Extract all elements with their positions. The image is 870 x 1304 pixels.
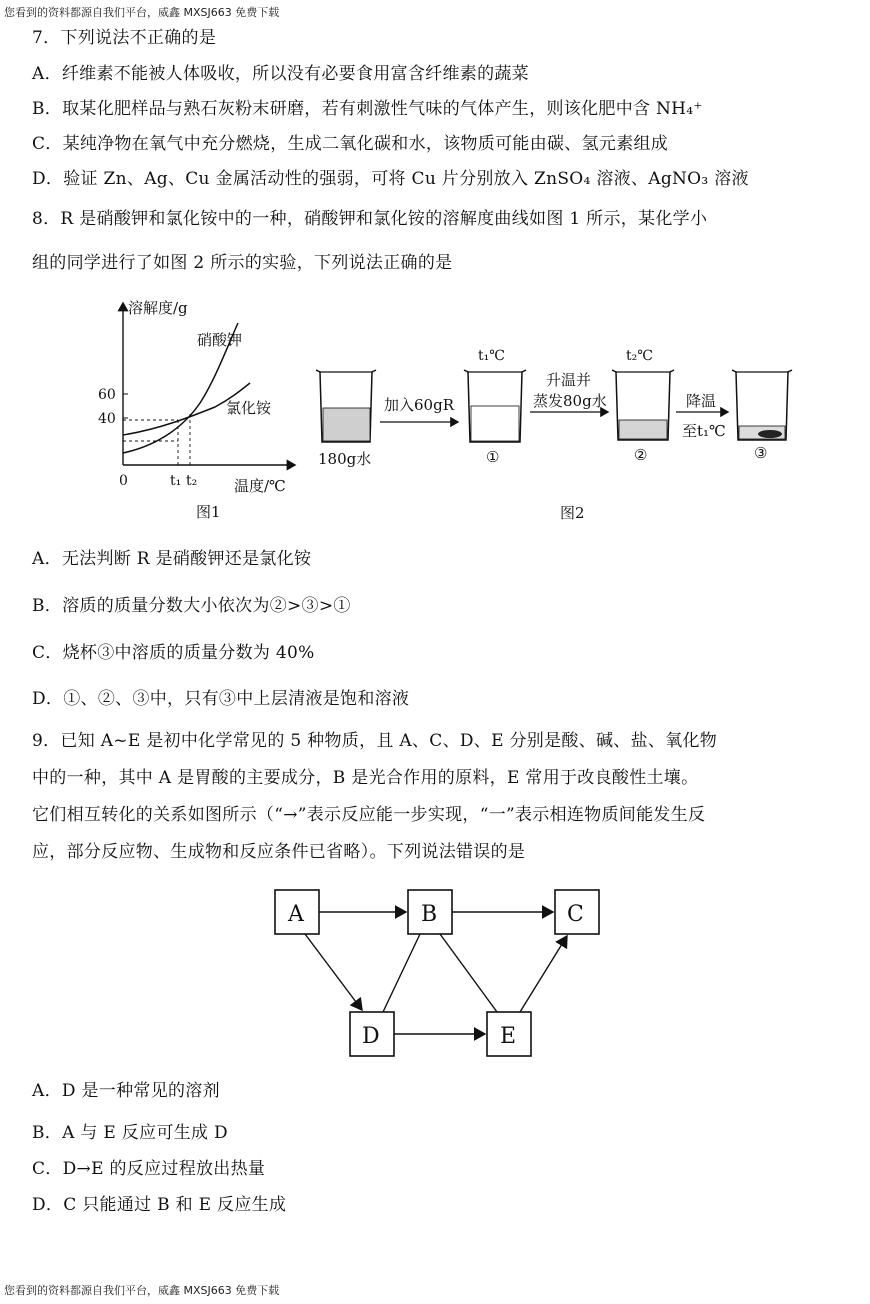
fig1-xtick-t1: t₁: [170, 473, 182, 489]
q7-option-c: C．某纯净物在氧气中充分燃烧，生成二氧化碳和水，该物质可能由碳、氢元素组成: [32, 134, 669, 154]
beaker3-label: ③: [754, 444, 768, 462]
q9-option-d: D．C 只能通过 B 和 E 反应生成: [32, 1195, 287, 1215]
q7-option-a: A．纤维素不能被人体吸收，所以没有必要食用富含纤维素的蔬菜: [32, 64, 529, 84]
q9-relationship-diagram: [265, 880, 610, 1074]
fig1-curve2-label: 氯化铵: [226, 399, 272, 417]
fig1-xtick-t2: t₂: [186, 473, 198, 489]
svg-text:E: E: [500, 1024, 517, 1049]
step2-label-line1: 升温并: [546, 371, 592, 389]
node-d: [350, 1012, 394, 1056]
node-e: [487, 1012, 531, 1056]
fig1-ylabel: 溶解度/g: [128, 299, 188, 317]
svg-text:A: A: [288, 902, 304, 927]
edge-b-d: [383, 934, 420, 1012]
beaker1-label: ①: [486, 448, 500, 466]
q7-stem: 7．下列说法不正确的是: [32, 28, 217, 48]
beaker2-temp: t₂℃: [626, 348, 653, 364]
page-header-watermark: 您看到的资料都源自我们平台，威鑫 MXSJ663 免费下载: [4, 6, 280, 19]
q9-option-a: A．D 是一种常见的溶剂: [32, 1081, 220, 1101]
q8-stem-line2: 组的同学进行了如图 2 所示的实验，下列说法正确的是: [32, 253, 453, 273]
beaker0-label: 180g水: [318, 450, 372, 468]
q9-option-c: C．D→E 的反应过程放出热量: [32, 1159, 266, 1179]
beaker-initial: [316, 370, 376, 442]
q8-stem-line1: 8．R 是硝酸钾和氯化铵中的一种，硝酸钾和氯化铵的溶解度曲线如图 1 所示，某化学小: [32, 209, 708, 229]
edge-a-to-d: [305, 934, 362, 1010]
node-c: [555, 890, 599, 934]
step3-label-line2: 至t₁℃: [682, 422, 726, 440]
beaker1-temp: t₁℃: [478, 348, 505, 364]
q8-option-a: A．无法判断 R 是硝酸钾还是氯化铵: [32, 549, 312, 569]
svg-text:D: D: [362, 1024, 380, 1049]
node-b: [408, 890, 452, 934]
q8-option-d: D．①、②、③中，只有③中上层清液是饱和溶液: [32, 689, 410, 709]
q7-option-d: D．验证 Zn、Ag、Cu 金属活动性的强弱，可将 Cu 片分别放入 ZnSO₄ 溶液、AgNO₃ 溶液: [32, 169, 749, 189]
svg-text:B: B: [421, 902, 438, 927]
q7-option-b: B．取某化肥样品与熟石灰粉末研磨，若有刺激性气味的气体产生，则该化肥中含 NH₄⁺: [32, 99, 703, 119]
figure2-experiment: [308, 340, 798, 534]
node-a: [275, 890, 319, 934]
edge-b-e: [440, 934, 497, 1012]
step2-label-line2: 蒸发80g水: [533, 392, 607, 410]
fig1-xlabel: 温度/℃: [234, 477, 286, 495]
beaker-3: [732, 370, 792, 440]
q9-option-b: B．A 与 E 反应可生成 D: [32, 1123, 228, 1143]
beaker-1: [464, 370, 526, 442]
q8-option-b: B．溶质的质量分数大小依次为②>③>①: [32, 596, 351, 616]
fig1-ytick-40: 40: [98, 411, 116, 427]
q8-option-c: C．烧杯③中溶质的质量分数为 40%: [32, 643, 315, 663]
step3-label-line1: 降温: [686, 392, 717, 410]
q9-stem-line4: 应，部分反应物、生成物和反应条件已省略）。下列说法错误的是: [32, 842, 526, 862]
q9-stem-line1: 9．已知 A~E 是初中化学常见的 5 种物质，且 A、C、D、E 分别是酸、碱、盐、氧化物: [32, 731, 718, 751]
edge-e-to-c: [520, 936, 567, 1012]
fig1-ytick-60: 60: [98, 387, 116, 403]
q9-stem-line2: 中的一种，其中 A 是胃酸的主要成分，B 是光合作用的原料，E 常用于改良酸性土壤。: [32, 768, 699, 788]
figure1-solubility-chart: [90, 295, 310, 534]
step1-label: 加入60gR: [384, 396, 454, 414]
svg-text:C: C: [567, 902, 584, 927]
fig2-caption: 图2: [560, 504, 585, 522]
beaker2-label: ②: [634, 446, 648, 464]
fig1-curve1-label: 硝酸钾: [197, 331, 243, 349]
page-footer-watermark: 您看到的资料都源自我们平台，威鑫 MXSJ663 免费下载: [4, 1284, 280, 1297]
beaker-2: [612, 370, 674, 440]
fig1-caption: 图1: [196, 503, 221, 521]
fig1-origin: 0: [119, 473, 128, 489]
q9-stem-line3: 它们相互转化的关系如图所示（“→”表示反应能一步实现，“一”表示相连物质间能发生反: [32, 805, 706, 825]
